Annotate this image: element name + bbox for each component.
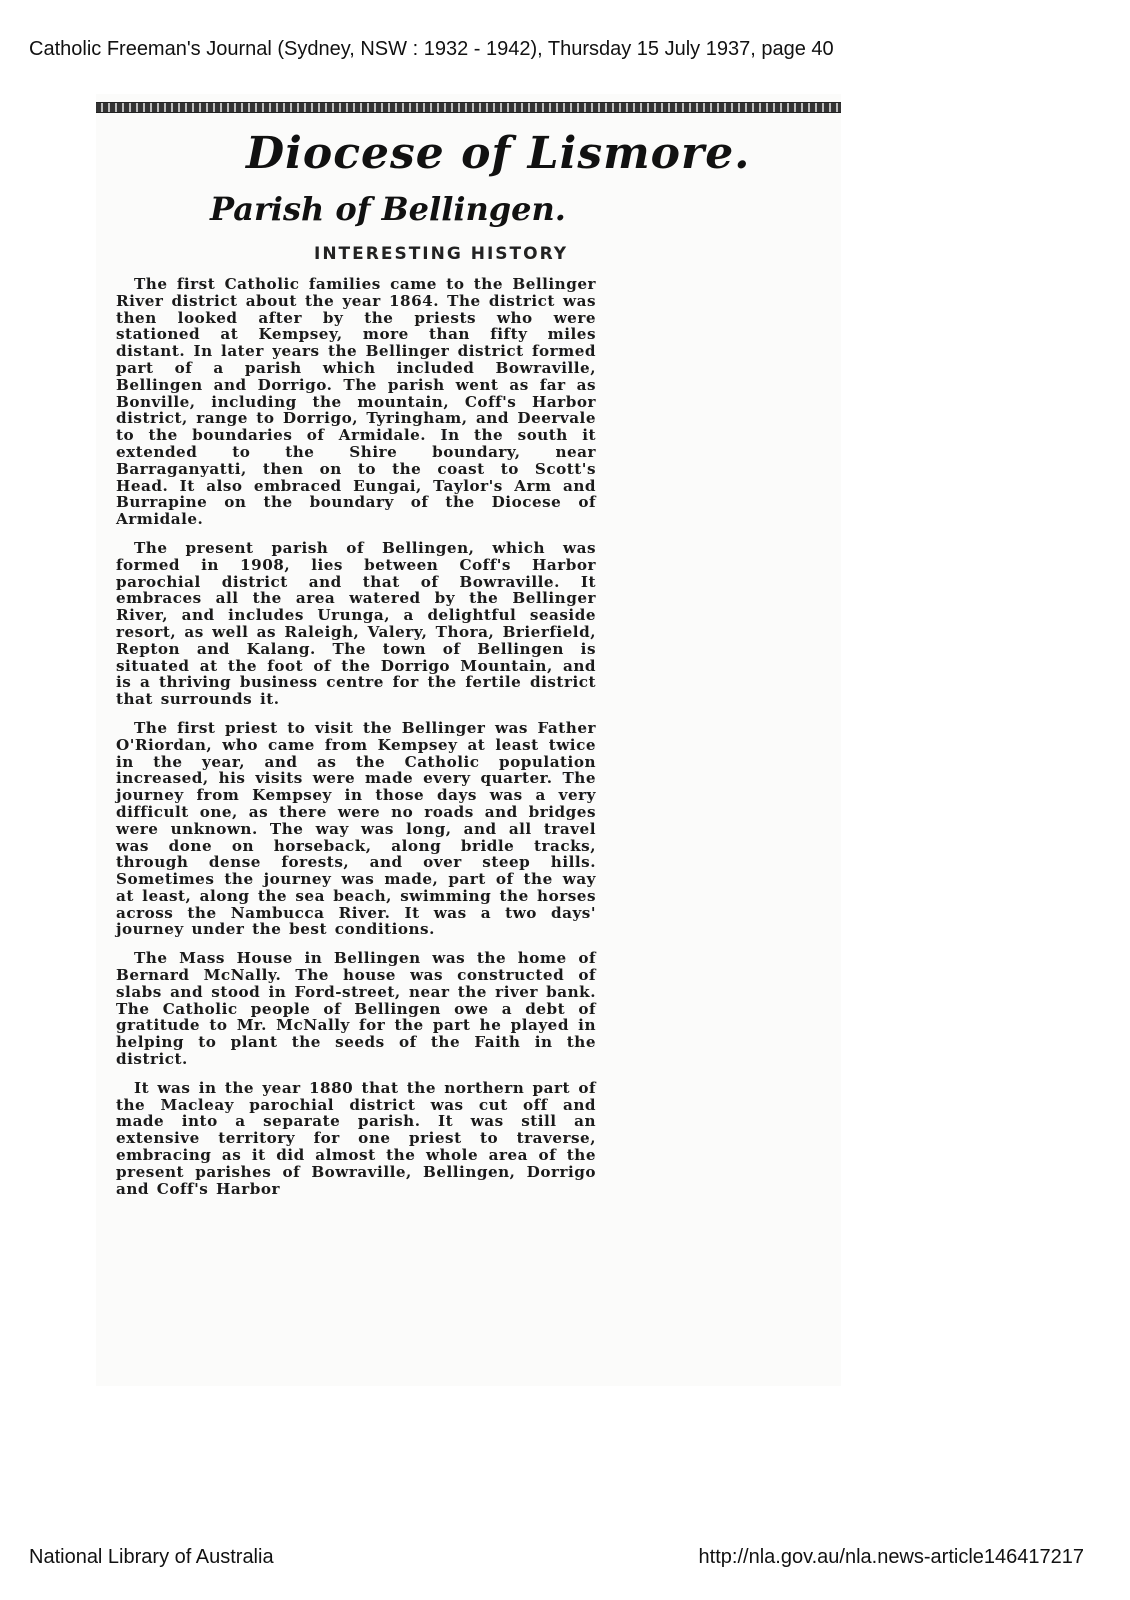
footer-url-link[interactable]: http://nla.gov.au/nla.news-article146417217 [698, 1546, 1084, 1568]
article-body [116, 276, 596, 1209]
article-paragraph: It was in the year 1880 that the northern part of the Macleay parochial district was cut off and made into a separate parish. It was still an extensive territory for one priest to traverse, embracing as it did almost the whole area of the present parishes of Bowraville, Bellingen, Dorrigo and Coff's Harbor [116, 1078, 596, 1198]
clipping-fade [116, 1372, 596, 1386]
article-headline: Diocese of Lismore. [246, 128, 751, 179]
article-paragraph: The first priest to visit the Bellinger was Father O'Riordan, who came from Kempsey at least twice in the year, and as the Catholic population increased, his visits were made every quarter. The journey from Kempsey in those days was a very difficult one, as there were no roads and bridges were unknown. The way was long, and all travel was done on horseback, along bridle tracks, through dense forests, and over steep hills. Sometimes the journey was made, part of the way at least, along the sea beach, swimming the horses across the Nambucca River. It was a two days' journey under the best conditions. [116, 718, 596, 939]
article-paragraph: The Mass House in Bellingen was the home of Bernard McNally. The house was constructed of slabs and stood in Ford-street, near the river bank. The Catholic people of Bellingen owe a debt of gratitude to Mr. McNally for the part he played in helping to plant the seeds of the Faith in the district. [116, 949, 596, 1069]
article-paragraph: The present parish of Bellingen, which was formed in 1908, lies between Coff's Harbor parochial district and that of Bowraville. It embraces all the area watered by the Bellinger River, and includes Urunga, a delightful seaside resort, as well as Raleigh, Valery, Thora, Brierfield, Repton and Kalang. The town of Bellingen is situated at the foot of the Dorrigo Mountain, and is a thriving business centre for the fertile district that surrounds it. [116, 538, 596, 709]
citation-header: Catholic Freeman's Journal (Sydney, NSW : 1932 - 1942), Thursday 15 July 1937, page 40 [29, 38, 834, 60]
newspaper-clipping [96, 94, 841, 1386]
column-rule [96, 102, 841, 113]
article-subheadline: Parish of Bellingen. [210, 190, 566, 228]
article-paragraph: The first Catholic families came to the Bellinger River district about the year 1864. The district was then looked after by the priests who were stationed at Kempsey, more than fifty miles distant. In later years the Bellinger district formed part of a parish which included Bowraville, Bellingen and Dorrigo. The parish went as far as Bonville, including the mountain, Coff's Harbor district, range to Dorrigo, Tyringham, and Deervale to the boundaries of Armidale. In the south it extended to the Shire boundary, near Barraganyatti, then on to the coast to Scott's Head. It also embraced Eungai, Taylor's Arm and Burrapine on the boundary of the Diocese of Armidale. [116, 275, 596, 529]
footer-source: National Library of Australia [29, 1546, 274, 1568]
article-kicker: INTERESTING HISTORY [314, 244, 569, 264]
